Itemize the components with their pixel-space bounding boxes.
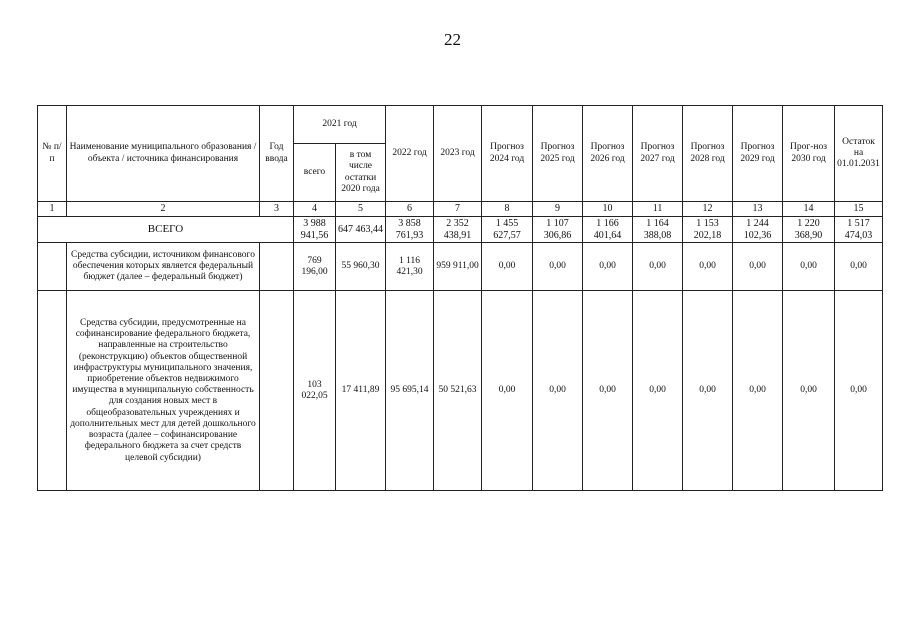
column-number: 8 xyxy=(482,202,533,217)
total-cell: 1 517 474,03 xyxy=(835,216,883,243)
header-2022: 2022 год xyxy=(386,106,434,202)
row-cell: 0,00 xyxy=(482,291,533,491)
header-2021: 2021 год xyxy=(294,106,386,144)
total-cell: 1 107 306,86 xyxy=(533,216,583,243)
header-rest-2031: Остаток на 01.01.2031 xyxy=(835,106,883,202)
row-cell: 50 521,63 xyxy=(434,291,482,491)
total-label: ВСЕГО xyxy=(38,216,294,243)
header-2023: 2023 год xyxy=(434,106,482,202)
column-number: 14 xyxy=(783,202,835,217)
page-number: 22 xyxy=(444,30,461,49)
header-2021-total: всего xyxy=(294,144,336,202)
row-cell: 959 911,00 xyxy=(434,243,482,291)
header-year-input: Год ввода xyxy=(260,106,294,202)
header-forecast-2024: Прогноз 2024 год xyxy=(482,106,533,202)
total-cell: 647 463,44 xyxy=(336,216,386,243)
total-cell: 3 988 941,56 xyxy=(294,216,336,243)
total-cell: 2 352 438,91 xyxy=(434,216,482,243)
row-cell: 0,00 xyxy=(583,243,633,291)
total-cell: 3 858 761,93 xyxy=(386,216,434,243)
row-year xyxy=(260,243,294,291)
row-cell: 55 960,30 xyxy=(336,243,386,291)
header-forecast-2027: Прогноз 2027 год xyxy=(633,106,683,202)
row-cell: 0,00 xyxy=(583,291,633,491)
column-number: 3 xyxy=(260,202,294,217)
total-cell: 1 244 102,36 xyxy=(733,216,783,243)
column-number: 15 xyxy=(835,202,883,217)
financing-table xyxy=(37,105,883,491)
row-cell: 0,00 xyxy=(482,243,533,291)
header-2021-including: в том числе остатки 2020 года xyxy=(336,144,386,202)
column-number: 13 xyxy=(733,202,783,217)
column-number-row xyxy=(38,202,883,217)
table-row xyxy=(38,243,883,291)
row-num xyxy=(38,291,67,491)
row-cell: 0,00 xyxy=(633,243,683,291)
column-number: 6 xyxy=(386,202,434,217)
row-cell: 0,00 xyxy=(783,243,835,291)
row-cell: 0,00 xyxy=(533,243,583,291)
row-cell: 17 411,89 xyxy=(336,291,386,491)
column-number: 7 xyxy=(434,202,482,217)
row-cell: 0,00 xyxy=(683,243,733,291)
column-number: 10 xyxy=(583,202,633,217)
header-forecast-2029: Прогноз 2029 год xyxy=(733,106,783,202)
row-cell: 0,00 xyxy=(783,291,835,491)
column-number: 1 xyxy=(38,202,67,217)
total-cell: 1 166 401,64 xyxy=(583,216,633,243)
row-cell: 0,00 xyxy=(733,243,783,291)
row-cell: 769 196,00 xyxy=(294,243,336,291)
row-cell: 0,00 xyxy=(533,291,583,491)
header-forecast-2026: Прогноз 2026 год xyxy=(583,106,633,202)
total-cell: 1 164 388,08 xyxy=(633,216,683,243)
total-cell: 1 455 627,57 xyxy=(482,216,533,243)
total-cell: 1 153 202,18 xyxy=(683,216,733,243)
header-name: Наименование муниципального образования / объекта / источника финансирования xyxy=(67,106,260,202)
column-number: 12 xyxy=(683,202,733,217)
row-name: Средства субсидии, источником финансового обеспечения которых является федеральный бюджет (далее – федеральный бюджет) xyxy=(67,243,260,291)
row-cell: 0,00 xyxy=(733,291,783,491)
total-row xyxy=(38,216,883,243)
column-number: 11 xyxy=(633,202,683,217)
header-num: № п/п xyxy=(38,106,67,202)
table-row xyxy=(38,291,883,491)
header-forecast-2025: Прогноз 2025 год xyxy=(533,106,583,202)
header-forecast-2028: Прогноз 2028 год xyxy=(683,106,733,202)
row-cell: 0,00 xyxy=(633,291,683,491)
row-cell: 0,00 xyxy=(835,291,883,491)
header-forecast-2030: Прог-ноз 2030 год xyxy=(783,106,835,202)
column-number: 2 xyxy=(67,202,260,217)
column-number: 9 xyxy=(533,202,583,217)
column-number: 5 xyxy=(336,202,386,217)
row-cell: 0,00 xyxy=(683,291,733,491)
row-year xyxy=(260,291,294,491)
row-num xyxy=(38,243,67,291)
row-cell: 103 022,05 xyxy=(294,291,336,491)
row-cell: 1 116 421,30 xyxy=(386,243,434,291)
row-cell: 95 695,14 xyxy=(386,291,434,491)
row-cell: 0,00 xyxy=(835,243,883,291)
total-cell: 1 220 368,90 xyxy=(783,216,835,243)
row-name: Средства субсидии, предусмотренные на софинансирование федерального бюджета, направленные на строительство (реконструкцию) объектов общественной инфраструктуры муниципального значения, приобретение объектов недвижимого имущества в муниципальную собственность для создания новых мест в общеобразовательных учреждениях и дополнительных мест для детей дошкольного возраста (далее – софинансирование федерального бюджета за счет средств целевой субсидии) xyxy=(67,291,260,491)
column-number: 4 xyxy=(294,202,336,217)
